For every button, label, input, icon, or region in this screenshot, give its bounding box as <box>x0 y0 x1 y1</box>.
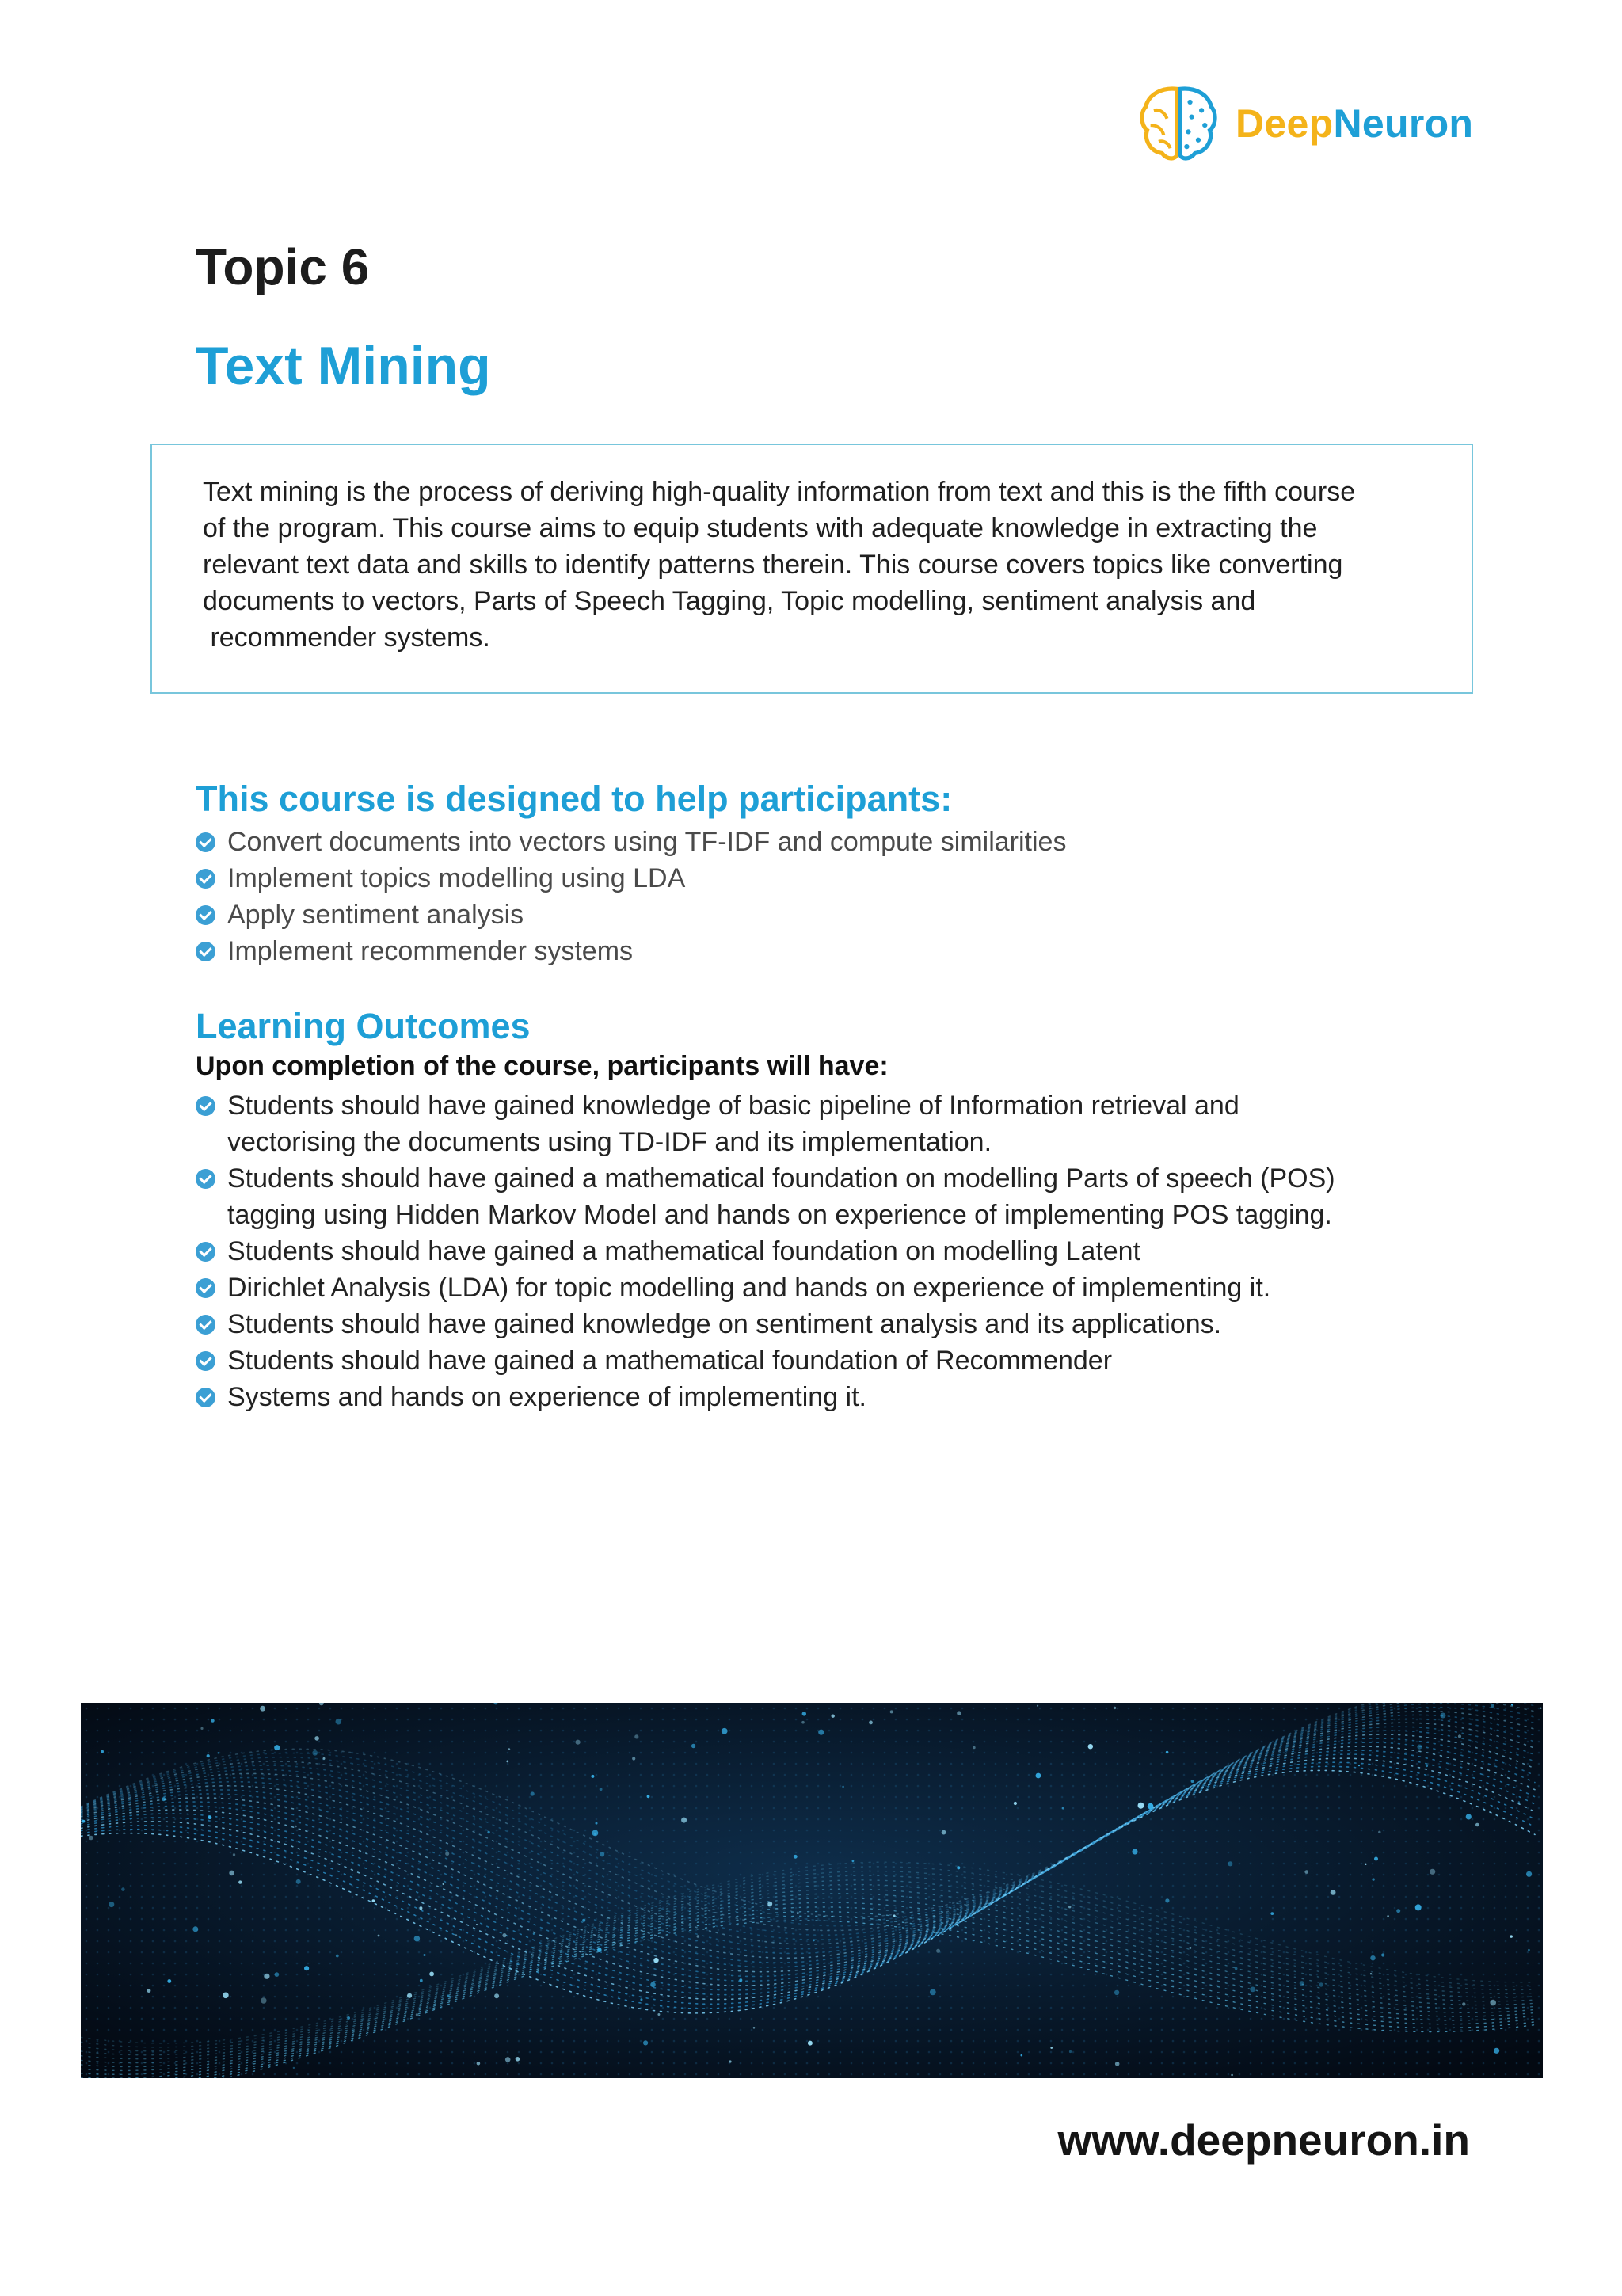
spark-dot <box>1114 1707 1116 1709</box>
spark-dot <box>1466 1814 1472 1819</box>
spark-dot <box>1114 1990 1119 1995</box>
spark-dot <box>443 1883 444 1885</box>
spark-dot <box>647 1795 650 1798</box>
spark-dot <box>416 2013 418 2016</box>
course-title: Text Mining <box>196 336 491 396</box>
list-item: Systems and hands on experience of implementing it. <box>196 1379 1336 1415</box>
spark-dot <box>1510 1935 1513 1937</box>
spark-dot <box>1050 2047 1053 2049</box>
spark-dot <box>1014 1802 1017 1805</box>
spark-dot <box>1540 1708 1541 1709</box>
list-item: Students should have gained knowledge on sentiment analysis and its applications. <box>196 1306 1336 1342</box>
intro-line: relevant text data and skills to identify patterns therein. This course covers topics like converting <box>203 550 1343 580</box>
goals-heading: This course is designed to help participants: <box>196 779 953 819</box>
check-icon <box>196 1169 215 1189</box>
spark-dot <box>632 1757 635 1760</box>
particle-wave-banner <box>81 1703 1543 2078</box>
check-icon <box>196 1388 215 1407</box>
spark-dot <box>722 1728 728 1734</box>
spark-dot <box>802 1712 806 1715</box>
spark-dot <box>1518 1801 1520 1803</box>
spark-dot <box>852 1860 855 1862</box>
spark-dot <box>476 1924 478 1925</box>
spark-dot <box>494 1993 499 1998</box>
spark-dot <box>314 1736 319 1741</box>
check-icon <box>196 1315 215 1335</box>
spark-dot <box>167 1979 171 1983</box>
spark-dot <box>640 1998 642 2001</box>
spark-dot <box>957 1711 961 1715</box>
spark-dot <box>1396 1909 1400 1913</box>
intro-box <box>150 444 1473 694</box>
spark-dot <box>729 2060 731 2062</box>
list-item: Implement topics modelling using LDA <box>196 860 1225 897</box>
spark-dot <box>1331 1890 1336 1895</box>
spark-dot <box>576 1740 581 1745</box>
spark-dot <box>957 1866 960 1869</box>
spark-dot <box>420 1979 423 1982</box>
spark-dot <box>691 1744 695 1748</box>
spark-dot <box>1490 2000 1496 2006</box>
spark-dot <box>192 1926 198 1932</box>
spark-dot <box>293 2067 295 2069</box>
spark-dot <box>312 1750 318 1756</box>
spark-dot <box>1304 1870 1308 1874</box>
spark-dot <box>429 1972 434 1977</box>
spark-dot <box>650 1982 656 1988</box>
spark-dot <box>1378 1831 1380 1833</box>
spark-dot <box>890 1710 893 1713</box>
check-icon <box>196 869 215 889</box>
spark-dot <box>445 1852 449 1856</box>
spark-dot <box>419 1906 422 1910</box>
spark-dot <box>233 1853 235 1856</box>
spark-dot <box>869 1721 873 1725</box>
spark-dot <box>223 1993 229 1999</box>
spark-dot <box>296 1879 301 1884</box>
website-url[interactable]: www.deepneuron.in <box>1057 2115 1470 2165</box>
spark-dot <box>600 1788 603 1791</box>
spark-dot <box>1430 1869 1435 1875</box>
list-item: Students should have gained a mathematical foundation of Recommender <box>196 1342 1336 1379</box>
spark-dot <box>162 1797 166 1801</box>
spark-dot <box>82 1820 86 1823</box>
spark-dot <box>1381 1953 1384 1956</box>
spark-dot <box>1370 1955 1375 1960</box>
spark-dot <box>506 1761 508 1763</box>
spark-dot <box>1166 1751 1169 1754</box>
spark-dot <box>238 1880 242 1883</box>
spark-dot <box>447 1995 450 1998</box>
list-item: Dirichlet Analysis (LDA) for topic modelling and hands on experience of implementing it. <box>196 1270 1336 1306</box>
spark-dot <box>274 1745 280 1750</box>
spark-dot <box>275 1972 280 1977</box>
spark-dot <box>794 1855 798 1859</box>
spark-dot <box>407 1993 412 1998</box>
spark-dot <box>1068 1906 1071 1908</box>
spark-dot <box>1415 1904 1422 1910</box>
spark-dot <box>304 1966 309 1970</box>
spark-dot <box>477 2062 481 2066</box>
spark-dot <box>218 1752 219 1753</box>
spark-dot <box>582 1919 585 1922</box>
list-item: Students should have gained knowledge of basic pipeline of Information retrieval and vectorising the documents using TD-IDF and its implementation. <box>196 1087 1336 1160</box>
spark-dot <box>697 1935 700 1938</box>
check-icon <box>196 1278 215 1298</box>
spark-dot <box>1372 1878 1374 1880</box>
spark-dot <box>1036 1773 1041 1779</box>
spark-dot <box>502 1933 506 1937</box>
spark-dot <box>1462 2002 1465 2005</box>
spark-dot <box>1365 1864 1366 1865</box>
spark-dot <box>591 1775 594 1778</box>
spark-dot <box>347 2016 350 2020</box>
spark-dot <box>1319 1982 1323 1986</box>
spark-dot <box>681 1818 687 1823</box>
spark-dot <box>818 1730 824 1735</box>
spark-dot <box>1190 1947 1192 1949</box>
spark-dot <box>1165 1898 1169 1902</box>
spark-dot <box>372 1899 375 1902</box>
spark-dot <box>208 1815 212 1819</box>
spark-dot <box>792 1874 794 1875</box>
spark-dot <box>455 1934 457 1936</box>
spark-dot <box>653 1958 658 1963</box>
spark-dot <box>813 1940 815 1942</box>
spark-dot <box>797 1913 799 1915</box>
spark-dot <box>634 1734 638 1738</box>
spark-dot <box>1270 1912 1274 1915</box>
spark-dot <box>600 1852 604 1856</box>
spark-dot <box>261 1997 266 2003</box>
spark-dot <box>842 1786 844 1788</box>
spark-dot <box>739 1978 742 1982</box>
spark-dot <box>1132 1849 1137 1854</box>
check-icon <box>196 905 215 925</box>
spark-dot <box>1231 2074 1233 2077</box>
spark-dot <box>1458 1734 1461 1738</box>
spark-dot <box>1191 1780 1194 1783</box>
spark-dot <box>1235 1967 1238 1970</box>
spark-dot <box>1475 1823 1479 1827</box>
spark-dot <box>336 1719 342 1725</box>
spark-dot <box>808 2041 813 2046</box>
spark-dot <box>505 2057 511 2062</box>
spark-dot <box>147 1989 150 1993</box>
intro-line: recommender systems. <box>203 623 490 653</box>
spark-dot <box>1037 1705 1038 1707</box>
list-item: Students should have gained a mathematical foundation on modelling Parts of speech (POS) tagging using Hidden Markov Model and hands on experience of implementing POS tagging. <box>196 1160 1336 1233</box>
outcomes-lead: Upon completion of the course, participants will have: <box>196 1051 889 1081</box>
spark-dot <box>657 2013 660 2016</box>
list-item: Implement recommender systems <box>196 933 1225 969</box>
check-icon <box>196 832 215 852</box>
brain-icon <box>1137 82 1220 165</box>
check-icon <box>196 1096 215 1116</box>
spark-dot <box>930 1989 936 1996</box>
spark-dot <box>1494 2048 1499 2054</box>
spark-dot <box>295 1826 297 1828</box>
list-item: Convert documents into vectors using TF-IDF and compute similarities <box>196 824 1225 860</box>
intro-line: documents to vectors, Parts of Speech Tagging, Topic modelling, sentiment analysis and <box>203 586 1256 616</box>
spark-dot <box>378 1935 380 1937</box>
spark-dot <box>1426 1765 1428 1767</box>
spark-dot <box>1115 2062 1120 2066</box>
spark-dot <box>336 1955 339 1958</box>
list-item: Students should have gained a mathematical foundation on modelling Latent <box>196 1233 1336 1270</box>
spark-dot <box>1358 1765 1360 1766</box>
outcomes-heading: Learning Outcomes <box>196 1006 531 1046</box>
spark-dot <box>597 1948 601 1951</box>
spark-dot <box>801 1721 805 1724</box>
brand-logo <box>1137 82 1473 165</box>
spark-dot <box>516 2057 520 2062</box>
spark-dot <box>211 1719 214 1722</box>
check-icon <box>196 942 215 961</box>
list-item: Apply sentiment analysis <box>196 897 1225 933</box>
spark-dot <box>942 1830 946 1835</box>
spark-dot <box>1440 1713 1445 1719</box>
spark-dot <box>264 1974 269 1979</box>
spark-dot <box>1228 1861 1232 1866</box>
spark-dot <box>1370 1973 1372 1974</box>
spark-dot <box>1021 2054 1023 2057</box>
spark-dot <box>1374 1857 1378 1861</box>
spark-dot <box>323 1757 326 1760</box>
spark-dot <box>508 1748 510 1750</box>
spark-dot <box>1250 1987 1255 1993</box>
spark-dot <box>109 1902 114 1907</box>
spark-dot <box>1387 1915 1389 1917</box>
spark-dot <box>260 1706 265 1712</box>
outcomes-list <box>196 1087 1336 1415</box>
spark-dot <box>1491 1704 1494 1708</box>
spark-dot <box>936 1949 940 1953</box>
spark-dot <box>89 1836 93 1841</box>
spark-dot <box>229 1871 234 1876</box>
topic-label: Topic 6 <box>196 238 370 295</box>
spark-dot <box>487 1831 489 1833</box>
spark-dot <box>1062 1807 1064 1810</box>
spark-dot <box>531 1791 535 1795</box>
spark-dot <box>1300 1981 1304 1986</box>
spark-dot <box>1069 2050 1072 2053</box>
check-icon <box>196 1351 215 1371</box>
spark-dot <box>101 1750 104 1753</box>
spark-dot <box>832 1715 835 1718</box>
spark-dot <box>893 1914 896 1917</box>
spark-dot <box>592 1830 599 1837</box>
spark-dot <box>767 1902 772 1906</box>
spark-dot <box>1138 1803 1144 1809</box>
spark-dot <box>1511 1704 1513 1706</box>
spark-dot <box>643 2040 648 2045</box>
spark-dot <box>1088 1744 1093 1749</box>
intro-line: Text mining is the process of deriving high-quality information from text and this is the fifth course <box>203 477 1356 507</box>
spark-dot <box>1528 1949 1530 1951</box>
brand-name: DeepNeuron <box>1236 101 1474 146</box>
spark-dot <box>1417 1745 1422 1750</box>
spark-dot <box>207 1754 210 1757</box>
check-icon <box>196 1242 215 1262</box>
spark-dot <box>596 1822 598 1825</box>
intro-line: of the program. This course aims to equip students with adequate knowledge in extracting the <box>203 513 1318 543</box>
spark-dot <box>1148 1803 1154 1810</box>
wave-graphic <box>81 1703 1543 2078</box>
spark-dot <box>1526 1871 1532 1877</box>
spark-dot <box>200 1727 203 1730</box>
spark-dot <box>414 1936 420 1941</box>
spark-dot <box>424 1954 426 1956</box>
spark-dot <box>121 1887 125 1891</box>
goals-list <box>196 824 1225 969</box>
spark-dot <box>753 2027 756 2029</box>
spark-dot <box>533 1933 535 1935</box>
spark-dot <box>973 1746 976 1750</box>
